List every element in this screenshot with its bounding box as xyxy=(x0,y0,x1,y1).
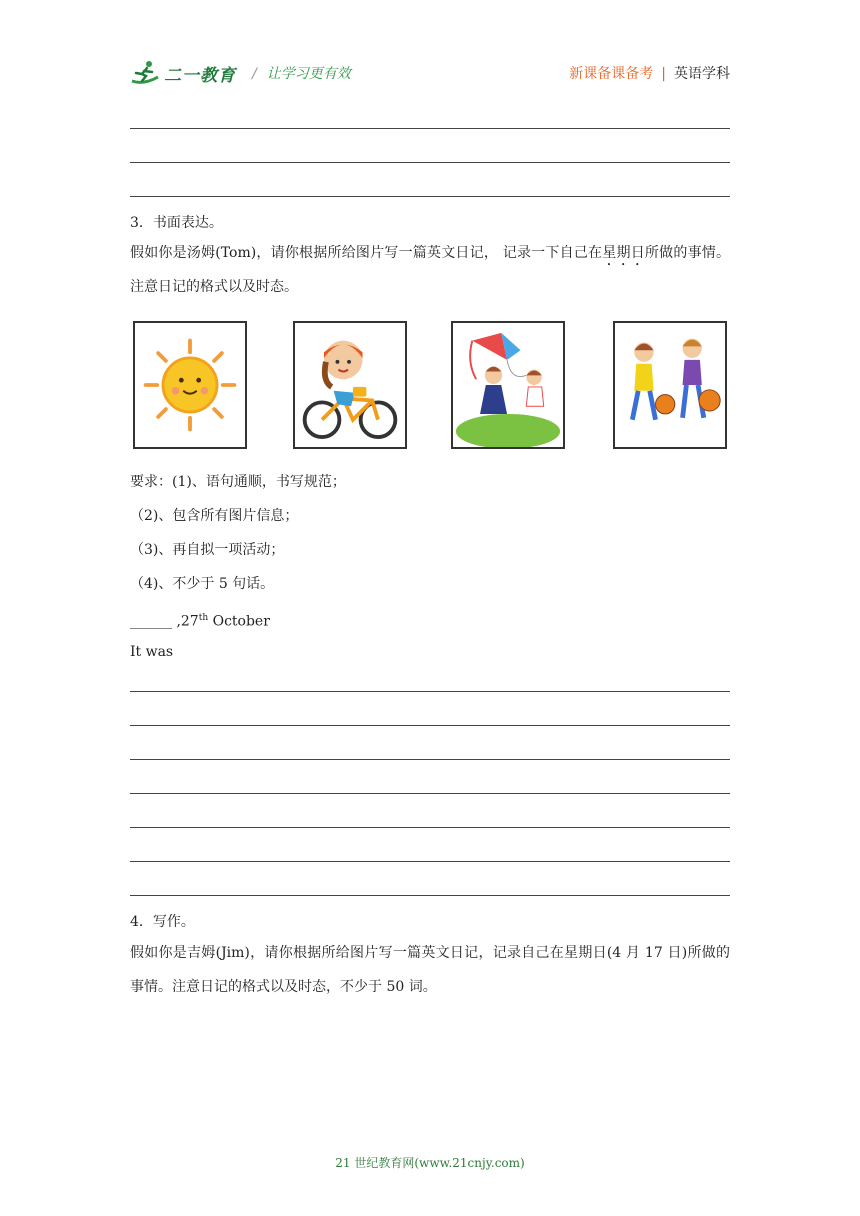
page-header xyxy=(130,56,730,90)
slogan-text: 让学习更有效 xyxy=(266,66,351,82)
logo-text: 二一教育 xyxy=(164,65,236,86)
answer-line xyxy=(130,725,730,726)
diary-date-line: ______ ,27th October xyxy=(130,613,270,630)
q3-instructions: 假如你是汤姆(Tom)，请你根据所给图片写一篇英文日记， 记录一下自己在星期日所做的事情。注意日记的格式以及时态。 xyxy=(130,245,731,295)
subject-label: 英语学科 xyxy=(674,66,730,82)
q4-instructions: 假如你是吉姆(Jim)，请你根据所给图片写一篇英文日记，记录自己在星期日(4 月 17 日)所做的事情。注意日记的格式以及时态，不少于 50 词。 xyxy=(130,945,730,995)
kite-picture xyxy=(451,321,565,449)
answer-line xyxy=(130,162,730,163)
sun-icon xyxy=(135,323,245,447)
runner-logo-icon xyxy=(130,59,160,87)
answer-line xyxy=(130,128,730,129)
requirement-1: 要求：(1)、语句通顺，书写规范； xyxy=(130,474,346,490)
answer-line xyxy=(130,827,730,828)
logo xyxy=(130,58,236,88)
answer-line xyxy=(130,691,730,692)
answer-line xyxy=(130,895,730,896)
bike-picture xyxy=(293,321,407,449)
banner-label: 新课备课备考 xyxy=(569,66,654,82)
subject-banner: 新课备课备考 | 英语学科 xyxy=(569,66,730,82)
diary-start: It was xyxy=(130,644,174,660)
answer-line xyxy=(130,759,730,760)
answer-line xyxy=(130,861,730,862)
answer-line xyxy=(130,196,730,197)
page-footer: 21 世纪教育网(www.21cnjy.com) xyxy=(335,1156,525,1170)
requirement-3: （3)、再自拟一项活动； xyxy=(130,542,285,558)
q4-title: 4．写作。 xyxy=(130,914,195,930)
requirement-4: （4)、不少于 5 句话。 xyxy=(130,576,275,592)
girls-flying-kite-icon xyxy=(453,323,563,447)
girls-playing-basketball-icon xyxy=(615,323,725,447)
slogan: / 让学习更有效 xyxy=(252,66,351,82)
emphasized-sunday: 星期日 xyxy=(602,245,645,261)
basketball-picture xyxy=(613,321,727,449)
q3-title: 3．书面表达。 xyxy=(130,215,223,231)
girl-riding-bike-icon xyxy=(295,323,405,447)
sun-picture xyxy=(133,321,247,449)
answer-line xyxy=(130,793,730,794)
requirement-2: （2)、包含所有图片信息； xyxy=(130,508,299,524)
